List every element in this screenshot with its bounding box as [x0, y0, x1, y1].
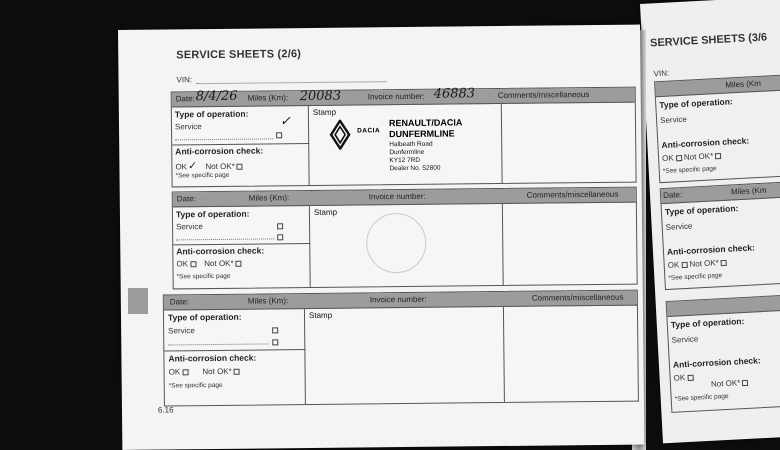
- stamp-cell: Stamp: [310, 204, 504, 287]
- page-number: 6.16: [157, 405, 174, 415]
- type-of-operation-cell: Type of operation: Service ✓: [172, 106, 309, 145]
- stamp-cell: Stamp: [305, 307, 505, 404]
- anti-corrosion-cell: Anti-corrosion check: OK Not OK* *See specific page: [173, 243, 310, 288]
- right-service-sheet: Date: Miles (Km Type of operation: Service Anti-corrosion check: OK Not OK* *See specific page: [660, 180, 780, 290]
- handwritten-miles: 20083: [299, 88, 342, 105]
- dacia-logo: DACIA: [357, 127, 381, 135]
- right-page-title: SERVICE SHEETS (3/6: [649, 31, 768, 50]
- sheet-header: Date: Miles (Km): Invoice number: Comments/miscellaneous: [164, 291, 637, 311]
- sheet-header: Date: Miles (Km): Invoice number: Comments/miscellaneous: [173, 188, 636, 208]
- right-sheet-header: [667, 294, 780, 317]
- service-sheet-1: [171, 87, 637, 188]
- sheet-header: Date: Miles (Km): Invoice number: Comments/miscellaneous: [172, 88, 635, 108]
- renault-logo-icon: [329, 120, 351, 150]
- right-sheet-header: Date: Miles (Km: [661, 181, 780, 204]
- vin-field[interactable]: VIN:: [176, 73, 386, 84]
- handwritten-invoice: 46883: [433, 86, 476, 102]
- dealer-location: DUNFERMLINE: [389, 128, 455, 140]
- type-of-operation-cell: Type of operation: Service: [164, 309, 305, 351]
- right-page: [640, 0, 780, 443]
- type-of-operation-cell: Type of operation: Service: [173, 206, 310, 245]
- right-service-sheet: Miles (Km Type of operation: Service Anti-corrosion check: OK Not OK* *See specific page: [654, 73, 780, 183]
- service-sheet-2: [172, 187, 638, 290]
- dealer-brand: RENAULT/DACIA: [388, 117, 463, 129]
- right-sheet-header: Miles (Km: [655, 74, 780, 97]
- anti-corrosion-cell: Anti-corrosion check: OK Not OK* *See specific page: [164, 349, 306, 405]
- service-sheet-3: [163, 290, 639, 407]
- dealer-address: Halbeath Road Dunfermline KY12 7RD Dealer No. 52800: [389, 140, 441, 173]
- service-checkmark: ✓: [279, 114, 291, 130]
- faint-stamp-impression: [366, 213, 427, 274]
- left-page: [118, 25, 644, 450]
- page-title: SERVICE SHEETS (2/6): [176, 48, 302, 62]
- right-vin-label: VIN:: [653, 68, 670, 79]
- stamp-cell: Stamp DACIA RENAULT/DACIA DUNFERMLINE Halbeath Road Dunfermline KY12 7RD Dealer No. 52800: [309, 104, 503, 185]
- section-tab: [128, 288, 148, 314]
- right-service-sheet: Type of operation: Service Anti-corrosion check: OK Not OK* *See specific page: [666, 293, 780, 413]
- anti-corrosion-cell: Anti-corrosion check: OK✓ Not OK* *See specific page: [172, 143, 309, 186]
- handwritten-date: 8/4/26: [195, 88, 238, 105]
